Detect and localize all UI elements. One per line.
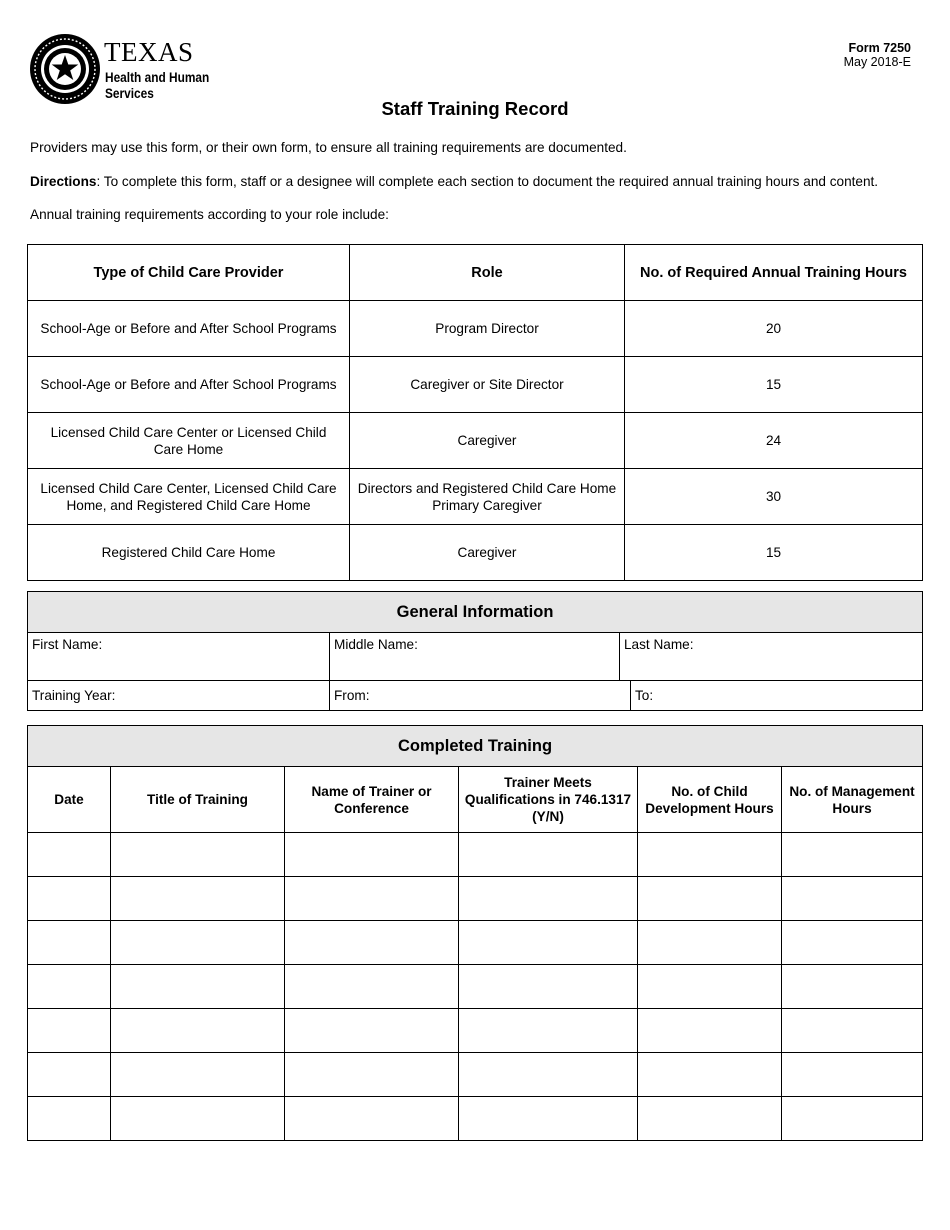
provider-type-cell: Licensed Child Care Center, Licensed Child Care Home, and Registered Child Care Home <box>28 469 350 525</box>
training-entry-row <box>28 965 923 1009</box>
date-cell[interactable] <box>28 921 111 965</box>
from-field[interactable] <box>330 681 631 711</box>
management-hours-cell[interactable] <box>782 877 923 921</box>
training-entry-rows <box>28 833 923 1141</box>
date-cell[interactable] <box>28 1009 111 1053</box>
hours-cell: 15 <box>625 525 923 581</box>
provider-type-cell: Licensed Child Care Center or Licensed Child Care Home <box>28 413 350 469</box>
role-cell: Caregiver or Site Director <box>350 357 625 413</box>
table-row <box>28 525 923 581</box>
management-hours-cell[interactable] <box>782 1097 923 1141</box>
completed-header-row <box>28 767 923 833</box>
trainer-qualified-cell[interactable] <box>459 921 638 965</box>
provider-type-cell: School-Age or Before and After School Programs <box>28 357 350 413</box>
logo-texas-text: TEXAS <box>104 37 194 67</box>
trainer-name-cell[interactable] <box>285 877 459 921</box>
trainer-name-cell[interactable] <box>285 1097 459 1141</box>
training-entry-row <box>28 1097 923 1141</box>
role-cell: Caregiver <box>350 525 625 581</box>
trainer-qualified-cell[interactable] <box>459 1009 638 1053</box>
column-header: No. of Management Hours <box>782 767 923 833</box>
management-hours-cell[interactable] <box>782 965 923 1009</box>
trainer-qualified-cell[interactable] <box>459 965 638 1009</box>
logo-agency-line1: Health and Human <box>105 70 210 85</box>
trainer-name-cell[interactable] <box>285 1053 459 1097</box>
child-development-hours-cell[interactable] <box>638 1097 782 1141</box>
date-cell[interactable] <box>28 833 111 877</box>
form-date: May 2018-E <box>843 55 911 69</box>
management-hours-cell[interactable] <box>782 921 923 965</box>
training-entry-row <box>28 1053 923 1097</box>
training-title-cell[interactable] <box>111 921 285 965</box>
role-cell: Program Director <box>350 301 625 357</box>
trainer-name-cell[interactable] <box>285 1009 459 1053</box>
training-title-cell[interactable] <box>111 877 285 921</box>
role-cell: Directors and Registered Child Care Home Primary Caregiver <box>350 469 625 525</box>
form-identifier <box>844 41 911 69</box>
column-header: Name of Trainer or Conference <box>285 767 459 833</box>
state-seal-icon <box>29 33 101 105</box>
to-label: To: <box>635 688 654 703</box>
provider-type-cell: Registered Child Care Home <box>28 525 350 581</box>
general-information-heading: General Information <box>28 592 923 633</box>
child-development-hours-cell[interactable] <box>638 1053 782 1097</box>
column-header: Role <box>350 245 625 301</box>
trainer-qualified-cell[interactable] <box>459 1097 638 1141</box>
child-development-hours-cell[interactable] <box>638 833 782 877</box>
completed-training-table <box>27 725 923 1141</box>
trainer-qualified-cell[interactable] <box>459 877 638 921</box>
trainer-name-cell[interactable] <box>285 921 459 965</box>
role-cell: Caregiver <box>350 413 625 469</box>
training-title-cell[interactable] <box>111 1097 285 1141</box>
table-row <box>28 357 923 413</box>
training-entry-row <box>28 1009 923 1053</box>
column-header: Trainer Meets Qualifications in 746.1317 (Y/N) <box>459 767 638 833</box>
child-development-hours-cell[interactable] <box>638 965 782 1009</box>
last-name-label: Last Name: <box>624 637 694 652</box>
directions-body: : To complete this form, staff or a designee will complete each section to document the required annual training hours and content. <box>96 174 879 189</box>
training-title-cell[interactable] <box>111 1053 285 1097</box>
requirements-table <box>27 244 923 581</box>
table-row <box>28 469 923 525</box>
column-header: No. of Required Annual Training Hours <box>625 245 923 301</box>
training-title-cell[interactable] <box>111 1009 285 1053</box>
first-name-field[interactable] <box>28 633 330 681</box>
date-cell[interactable] <box>28 965 111 1009</box>
page-title: Staff Training Record <box>381 98 569 119</box>
management-hours-cell[interactable] <box>782 1009 923 1053</box>
date-cell[interactable] <box>28 877 111 921</box>
hours-cell: 20 <box>625 301 923 357</box>
child-development-hours-cell[interactable] <box>638 877 782 921</box>
management-hours-cell[interactable] <box>782 833 923 877</box>
date-cell[interactable] <box>28 1053 111 1097</box>
column-header: Date <box>28 767 111 833</box>
table-row <box>28 413 923 469</box>
training-entry-row <box>28 833 923 877</box>
middle-name-label: Middle Name: <box>334 637 418 652</box>
completed-training-heading: Completed Training <box>28 726 923 767</box>
trainer-qualified-cell[interactable] <box>459 833 638 877</box>
middle-name-field[interactable] <box>330 633 620 681</box>
intro-text: Providers may use this form, or their own form, to ensure all training requirements are documented. <box>30 140 627 155</box>
column-header: Type of Child Care Provider <box>28 245 350 301</box>
general-information-table <box>27 591 923 711</box>
training-title-cell[interactable] <box>111 965 285 1009</box>
trainer-name-cell[interactable] <box>285 965 459 1009</box>
provider-type-cell: School-Age or Before and After School Programs <box>28 301 350 357</box>
requirements-header-row <box>28 245 923 301</box>
trainer-name-cell[interactable] <box>285 833 459 877</box>
hours-cell: 24 <box>625 413 923 469</box>
trainer-qualified-cell[interactable] <box>459 1053 638 1097</box>
hours-cell: 30 <box>625 469 923 525</box>
hours-cell: 15 <box>625 357 923 413</box>
logo-agency-line2: Services <box>105 86 154 101</box>
child-development-hours-cell[interactable] <box>638 1009 782 1053</box>
to-field[interactable] <box>631 681 923 711</box>
training-title-cell[interactable] <box>111 833 285 877</box>
training-entry-row <box>28 921 923 965</box>
from-label: From: <box>334 688 370 703</box>
last-name-field[interactable] <box>620 633 923 681</box>
texas-hhs-logo <box>29 33 219 107</box>
child-development-hours-cell[interactable] <box>638 921 782 965</box>
form-number: Form 7250 <box>848 41 911 55</box>
training-year-label: Training Year: <box>32 688 116 703</box>
directions-label: Directions <box>30 174 97 189</box>
table-row <box>28 301 923 357</box>
training-year-field[interactable] <box>28 681 330 711</box>
training-entry-row <box>28 877 923 921</box>
column-header: No. of Child Development Hours <box>638 767 782 833</box>
management-hours-cell[interactable] <box>782 1053 923 1097</box>
column-header: Title of Training <box>111 767 285 833</box>
date-cell[interactable] <box>28 1097 111 1141</box>
requirements-intro: Annual training requirements according to your role include: <box>30 207 389 222</box>
directions-text <box>30 174 878 189</box>
first-name-label: First Name: <box>32 637 103 652</box>
